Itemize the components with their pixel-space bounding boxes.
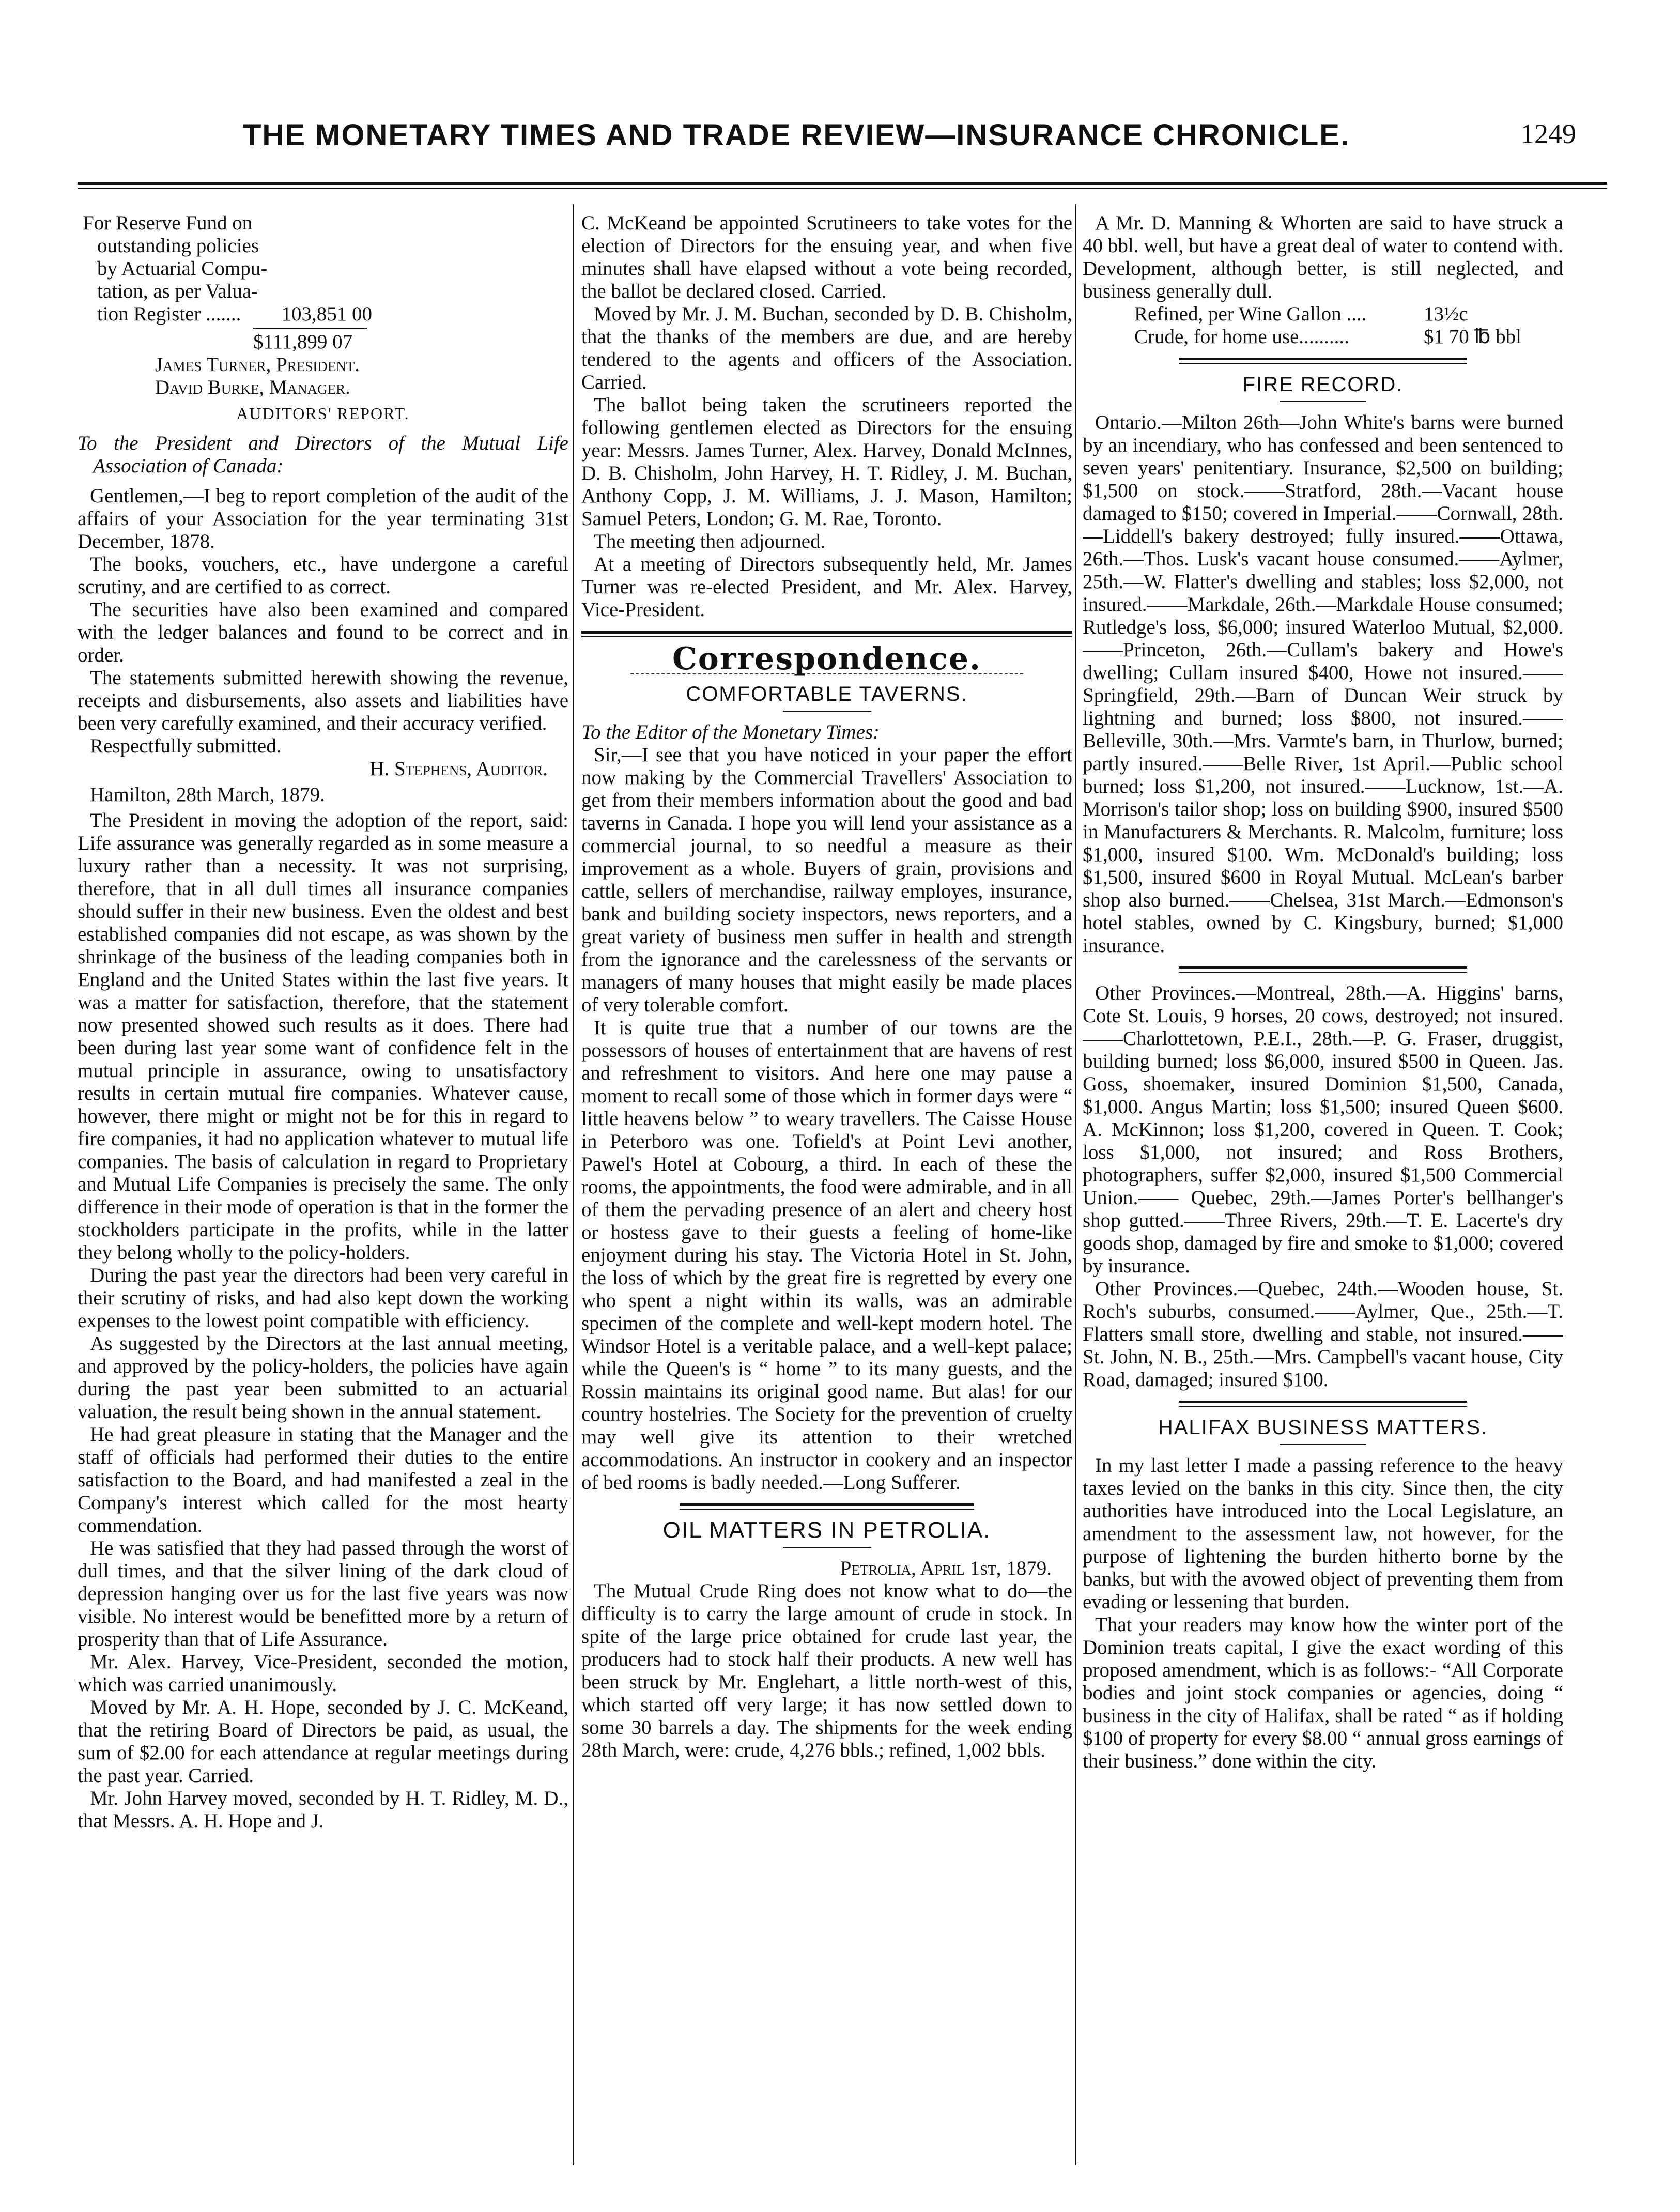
price-list <box>1083 303 1563 348</box>
header-rule-thin <box>78 188 1607 189</box>
oil-matters-heading: OIL MATTERS IN PETROLIA. <box>662 1517 991 1543</box>
reserve-line: tion Register ....... <box>97 303 241 325</box>
paragraph: Other Provinces.—Quebec, 24th.—Wooden house, St. Roch's suburbs, consumed.——Aylmer, Que., 25th.—T. Flatters small store, dwelling and stable, not insured.——St. John, N. B., 25th.—Mrs. Campbell's vacant house, City Road, damaged; insured $100. <box>1083 1278 1563 1391</box>
manager-signature: David Burke, Manager. <box>155 376 350 398</box>
section-rule <box>1179 358 1467 364</box>
short-rule <box>783 1547 871 1548</box>
paragraph: The ballot being taken the scrutineers reported the following gentlemen elected as Directors for the ensuing year: Messrs. James Turner, Alex. Harvey, Donald McInnes, D. B. Chisholm, John Harvey, H. T. Ridley, J. M. Buchan, Anthony Copp, J. M. Williams, J. J. Mason, Hamilton; Samuel Peters, London; G. M. Rae, Toronto. <box>581 394 1072 530</box>
paragraph: He was satisfied that they had passed through the worst of dull times, and that the silver lining of the dark cloud of depression hanging over us for the last five years was now visible. No interest would be benefitted more by a return of prosperity than that of Life Assurance. <box>78 1537 568 1650</box>
dateline: Hamilton, 28th March, 1879. <box>90 784 325 806</box>
column-1 <box>78 212 568 2160</box>
section-rule <box>1179 1401 1467 1407</box>
price-label: Refined, per Wine Gallon .... <box>1134 303 1367 325</box>
auditors-report-heading: AUDITORS' REPORT. <box>236 404 410 423</box>
paragraph: Sir,—I see that you have noticed in your paper the effort now making by the Commercial Travellers' Association to get from their members information about the good and bad taverns in Canada. I hope you will lend your assistance as a commercial journal, to so needful a measure as their improvement as a whole. Buyers of grain, provisions and cattle, sellers of merchandise, railway employes, insurance, bank and building society inspectors, news reporters, and a great variety of business men suffer in health and strength from the ignorance and the carelessness of the servants or managers of many houses that might easily be made places of very tolerable comfort. <box>581 744 1072 1016</box>
page-title: THE MONETARY TIMES AND TRADE REVIEW—INSURANCE CHRONICLE. <box>243 118 1350 152</box>
short-rule <box>783 711 871 712</box>
page-header <box>78 118 1607 175</box>
paragraph: Mr. John Harvey moved, seconded by H. T. Ridley, M. D., that Messrs. A. H. Hope and J. <box>78 1787 568 1832</box>
correspondence-heading: Correspondence. <box>672 641 981 677</box>
reserve-line: by Actuarial Compu- <box>97 257 268 280</box>
paragraph: Moved by Mr. J. M. Buchan, seconded by D. B. Chisholm, that the thanks of the members are due, and are hereby tendered to the agents and officers of the Association. Carried. <box>581 303 1072 393</box>
paragraph: It is quite true that a number of our towns are the possessors of houses of entertainment that are havens of rest and refreshment to visitors. And here one may pause a moment to recall some of those which in former days were “ little heavens below ” to weary travellers. The Caisse House in Peterboro was one. Tofield's at Point Levi another, Pawel's Hotel at Cobourg, a third. In each of these the rooms, the appointments, the food were admirable, and in all of them the pervading presence of an alert and cheery host or hostess gave to their guests a feeling of home-like enjoyment during his stay. The Victoria Hotel in St. John, the loss of which by the great fire is regretted by every one who spent a night within its walls, was an admirable specimen of the complete and well-kept modern hotel. The Windsor Hotel is a veritable palace, and a well-kept palace; while the Queen's is “ home ” to its many guests, and the Rossin maintains its original good name. But alas! for our country hostelries. The Society for the prevention of cruelty may well give its attention to their wretched accommodations. An instructor in cookery and an inspector of bed rooms is badly needed.—Long Sufferer. <box>581 1017 1072 1494</box>
paragraph: The statements submitted herewith showing the revenue, receipts and disbursements, also assets and liabilities have been very carefully examined, and their accuracy verified. <box>78 667 568 734</box>
column-2 <box>581 212 1072 2160</box>
column-divider <box>1075 204 1076 2165</box>
reserve-fund-entry <box>83 212 372 354</box>
paragraph: Gentlemen,—I beg to report completion of the audit of the affairs of your Association for the year terminating 31st December, 1878. <box>78 485 568 552</box>
paragraph: Other Provinces.—Montreal, 28th.—A. Higgins' barns, Cote St. Louis, 9 horses, 20 cows, destroyed; not insured.——Charlottetown, P.E.I., 28th.—P. G. Fraser, druggist, building burned; loss $6,000, insured $500 in Queen. Jas. Goss, shoemaker, insured Dominion $1,500, Canada, $1,000. Angus Martin; loss $1,500; insured Queen $600. A. McKinnon; loss $1,200, covered in Queen. T. Cook; loss $1,000, not insured; and Ross Brothers, photographers, suffer $2,000, insured $1,500 Commercial Union.—— Quebec, 29th.—James Porter's bellhanger's shop gutted.——Three Rivers, 29th.—T. E. Lacerte's dry goods shop, damaged by fire and smoke to $1,000; covered by insurance. <box>1083 982 1563 1277</box>
reserve-line: For Reserve Fund on <box>83 212 253 234</box>
header-rule <box>78 182 1607 185</box>
short-rule <box>1280 401 1366 402</box>
paragraph: The meeting then adjourned. <box>594 530 826 552</box>
price-value: 13½c <box>1424 303 1468 325</box>
paragraph: The books, vouchers, etc., have undergone a careful scrutiny, and are certified to as correct. <box>78 553 568 598</box>
oil-dateline: Petrolia, April 1st, 1879. <box>840 1557 1052 1579</box>
price-label: Crude, for home use.......... <box>1134 326 1349 348</box>
reserve-total: $111,899 07 <box>253 331 353 353</box>
paragraph: He had great pleasure in stating that the Manager and the staff of officials had performed their duties to the entire satisfaction to the Board, and had manifested a zeal in the Company's interest which called for the most hearty commendation. <box>78 1423 568 1537</box>
paragraph: In my last letter I made a passing reference to the heavy taxes levied on the banks in this city. Since then, the city authorities have introduced into the Local Legislature, an amendment to the assessment law, not however, for the purpose of lightening the burden hitherto borne by the banks, but with the avowed object of preventing them from evading or lessening that burden. <box>1083 1454 1563 1613</box>
sum-rule <box>253 328 367 329</box>
paragraph: That your readers may know how the winter port of the Dominion treats capital, I give the exact wording of this proposed amendment, which is as follows:- “All Corporate bodies and joint stock companies or agencies, doing “ business in the city of Halifax, shall be rated “ as if holding $100 of property for every $8.00 “ annual gross earnings of their business.” done within the city. <box>1083 1614 1563 1772</box>
report-address: To the President and Directors of the Mutual Life Association of Canada: <box>78 432 568 477</box>
paragraph: Respectfully submitted. <box>90 735 282 757</box>
paragraph: As suggested by the Directors at the last annual meeting, and approved by the policy-holders, the policies have again during the past year been submitted to an actuarial valuation, the result being shown in the annual statement. <box>78 1332 568 1423</box>
paragraph: Moved by Mr. A. H. Hope, seconded by J. C. McKeand, that the retiring Board of Directors be paid, as usual, the sum of $2.00 for each attendance at regular meetings during the past year. Carried. <box>78 1696 568 1787</box>
reserve-line: outstanding policies <box>97 235 259 257</box>
paragraph: At a meeting of Directors subsequently held, Mr. James Turner was re-elected President, and Mr. Alex. Harvey, Vice-President. <box>581 553 1072 621</box>
fire-record-heading: FIRE RECORD. <box>1242 373 1404 396</box>
section-rule <box>581 631 1072 637</box>
paragraph: The President in moving the adoption of the report, said: Life assurance was generally regarded as in some measure a luxury rather than a necessity. It was not surprising, therefore, that in all dull times all insurance companies should suffer in their new business. Even the oldest and best established companies did not escape, as was shown by the shrinkage of the business of the leading companies both in England and the United States within the last five years. It was a matter for satisfaction, therefore, that the statement now presented showed such results as it does. There had been during last year some want of confidence felt in the mutual principle in assurance, owing to unsatisfactory results in certain mutual fire companies. Whatever cause, however, there might or might not be for this in regard to fire companies, it had no application whatever to mutual life companies. The basis of calculation in regard to Proprietary and Mutual Life Companies is precisely the same. The only difference in their mode of operation is that in the former the stockholders participate in the profits, while in the latter they belong wholly to the policy-holders. <box>78 809 568 1264</box>
paragraph: C. McKeand be appointed Scrutineers to take votes for the election of Directors for the ensuing year, and when five minutes shall have elapsed without a vote being recorded, the ballot be declared closed. Carried. <box>581 212 1072 302</box>
halifax-heading: HALIFAX BUSINESS MATTERS. <box>1158 1416 1488 1439</box>
column-divider <box>573 204 574 2165</box>
section-rule <box>680 1503 974 1510</box>
reserve-line: tation, as per Valua- <box>97 280 258 302</box>
paragraph: The Mutual Crude Ring does not know what to do—the difficulty is to carry the large amount of crude in stock. In spite of the large price obtained for crude last year, the producers had to stock half their products. A new well has been struck by Mr. Englehart, a little north-west of this, which started off very large; it has now settled down to some 30 barrels a day. The shipments for the week ending 28th March, were: crude, 4,276 bbls.; refined, 1,002 bbls. <box>581 1580 1072 1761</box>
paragraph: During the past year the directors had been very careful in their scrutiny of risks, and had also kept down the working expenses to the lowest point compatible with efficiency. <box>78 1264 568 1332</box>
paragraph: A Mr. D. Manning & Whorten are said to have struck a 40 bbl. well, but have a great deal of water to contend with. Development, although better, is still neglected, and business generally dull. <box>1083 212 1563 302</box>
reserve-amount: 103,851 00 <box>281 303 372 325</box>
page-number: 1249 <box>1520 118 1576 149</box>
short-rule <box>1280 1444 1366 1445</box>
auditor-signature: H. Stephens, Auditor. <box>369 758 548 780</box>
paragraph: Ontario.—Milton 26th—John White's barns were burned by an incendiary, who has confessed and been sentenced to seven years' penitentiary. Insurance, $2,500 on building; $1,500 on stock.——Stratford, 28th.—Vacant house damaged to $150; covered in Imperial.——Cornwall, 28th.—Liddell's bakery destroyed; fully insured.——Ottawa, 26th.—Thos. Lusk's vacant house consumed.——Aylmer, 25th.—W. Flatter's dwelling and stables; loss $2,000, not insured.——Markdale, 26th.—Markdale House consumed; Rutledge's loss, $6,000; insured Waterloo Mutual, $2,000.——Princeton, 26th.—Cullam's bakery and Howe's dwelling; Cullam insured $400, Howe not insured.——Springfield, 29th.—Barn of Duncan Weir struck by lightning and burned; loss $800, not insured.——Belleville, 30th.—Mrs. Varmte's barn, in Thurlow, burned; partly insured.——Belle River, 1st April.—Public school burned; loss $1,200, not insured.——Lucknow, 1st.—A. Morrison's tailor shop; loss on building $900, insured $500 in Manufacturers & Merchants. R. Malcolm, furniture; loss $1,000, insured $100. Wm. McDonald's building; loss $1,500, insured $600 in Royal Mutual. McLean's barber shop also burned.——Chelsea, 31st March.—Edmonson's hotel stables, owned by C. Kingsbury, burned; $1,000 insurance. <box>1083 411 1563 957</box>
section-rule <box>1179 966 1467 973</box>
paragraph: Mr. Alex. Harvey, Vice-President, seconded the motion, which was carried unanimously. <box>78 1651 568 1696</box>
editor-address: To the Editor of the Monetary Times: <box>581 721 880 743</box>
taverns-heading: COMFORTABLE TAVERNS. <box>686 683 968 705</box>
paragraph: The securities have also been examined and compared with the ledger balances and found to be correct and in order. <box>78 598 568 666</box>
price-value: $1 70 ℔ bbl <box>1424 326 1521 348</box>
president-signature: James Turner, President. <box>155 354 360 376</box>
column-3 <box>1083 212 1563 2160</box>
